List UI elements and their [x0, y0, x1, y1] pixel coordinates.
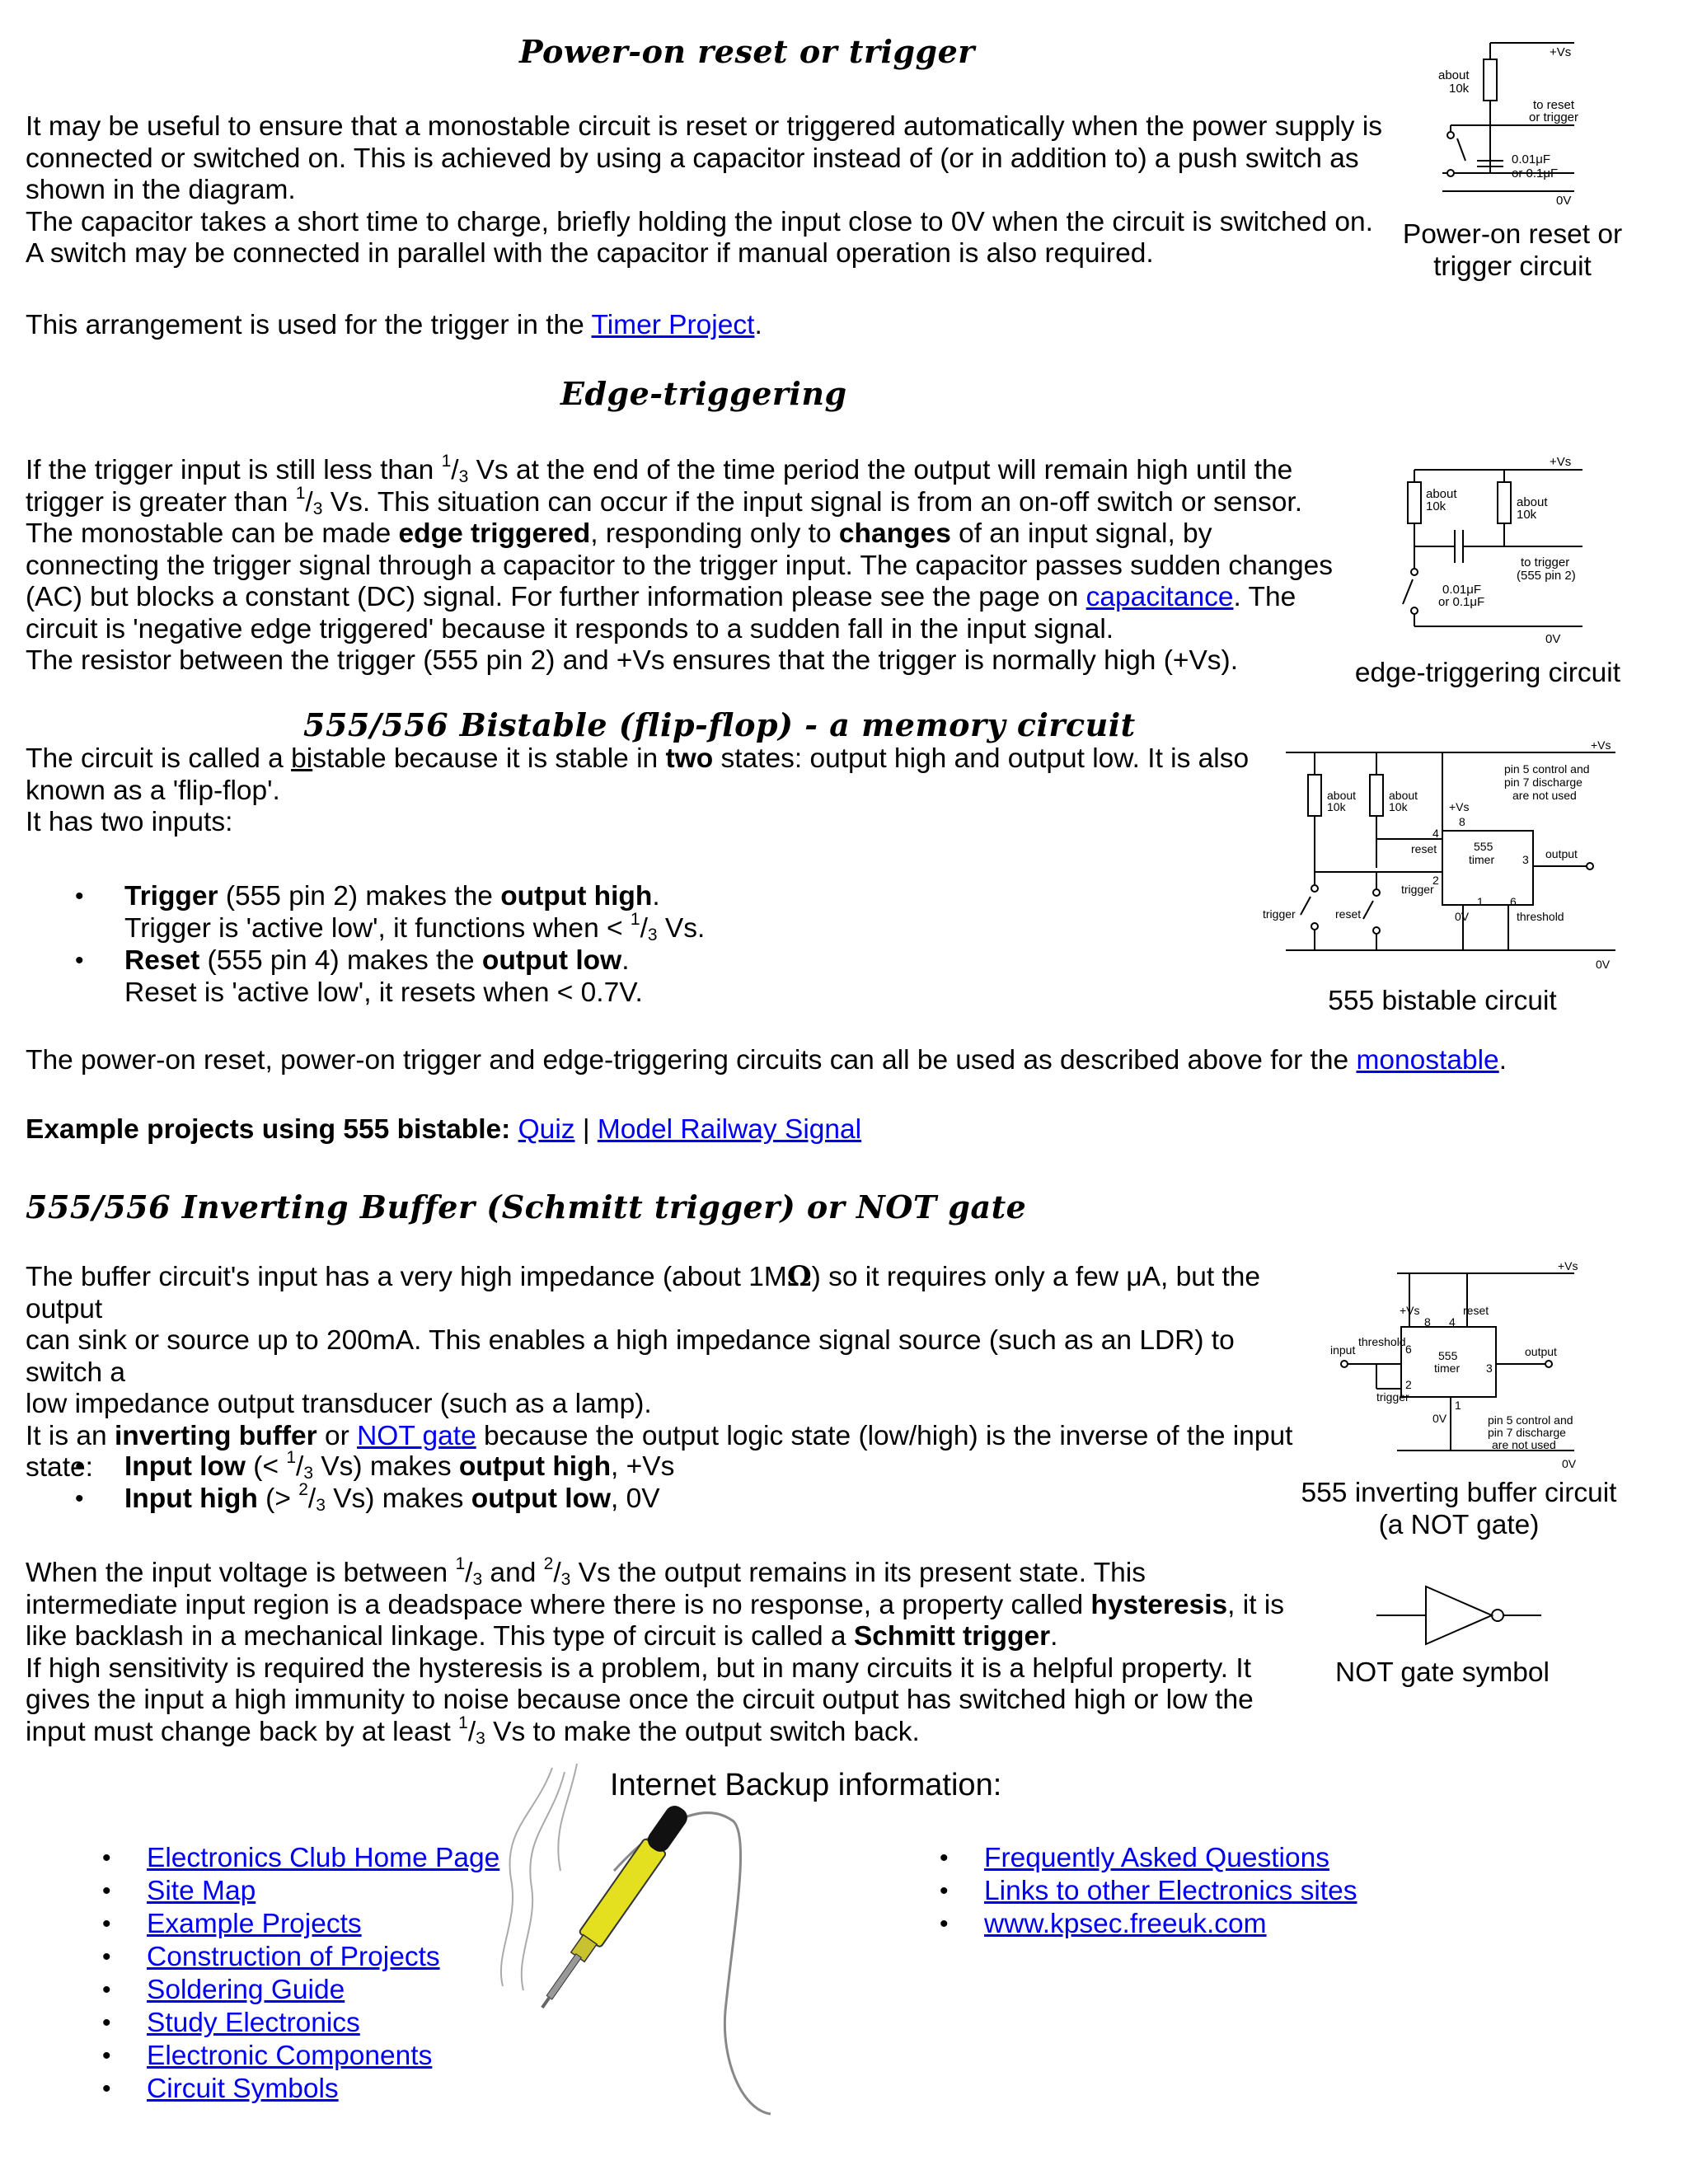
edge-text: . The [1233, 582, 1296, 612]
hysteresis-line: input must change back by at least $^1/_3$ Vs to make the output switch back. [26, 1713, 920, 1748]
arrangement-text: This arrangement is used for the trigger in the [26, 310, 592, 340]
threshold-label: threshold [1358, 1335, 1406, 1348]
not-gate-caption: NOT gate symbol [1334, 1657, 1550, 1688]
edge-line: circuit is 'negative edge triggered' because it responds to a sudden fall in the input signal. [26, 613, 1114, 644]
edge-line [26, 582, 1361, 614]
about-label: about [1426, 487, 1457, 501]
about-label: about [1438, 68, 1470, 82]
list-item [53, 2073, 499, 2106]
list-item [53, 1941, 499, 1974]
timer-project-link[interactable]: Timer Project [591, 310, 755, 340]
note-label: pin 7 discharge [1488, 1426, 1566, 1439]
to-trigger-label: to trigger [1521, 555, 1570, 569]
note-label: pin 5 control and [1504, 762, 1590, 776]
bistable-inputs-list [26, 880, 1221, 1009]
list-item: • Trigger (555 pin 2) makes the output high. Trigger is 'active low', it functions when < $^1/_3$ Vs. [26, 880, 1221, 944]
resistor-value: 10k [1449, 82, 1470, 96]
output-label: output [1525, 1345, 1557, 1358]
footer-title: Internet Backup information: [610, 1768, 1002, 1802]
edge-line: The resistor between the trigger (555 pin 2) and +Vs ensures that the trigger is normally high (+Vs). [26, 645, 1239, 676]
power-on-caption-2: trigger circuit [1433, 251, 1592, 282]
to-reset-label: to reset [1533, 98, 1575, 112]
cap-alt-value: or 0.1μF [1512, 166, 1559, 180]
timer-label: timer [1434, 1361, 1461, 1375]
pin-number: 3 [1486, 1361, 1493, 1375]
changes-bold: changes [838, 518, 951, 549]
arrangement-line [26, 310, 762, 342]
faq-link[interactable]: Frequently Asked Questions [984, 1843, 1329, 1873]
pin-number: 4 [1449, 1315, 1456, 1329]
not-gate-link[interactable]: NOT gate [357, 1420, 476, 1451]
edge-text: Vs at the end of the time period the output will remain high until the [468, 455, 1293, 485]
list-item: • Reset (555 pin 4) makes the output low. Reset is 'active low', it resets when < 0.7V. [26, 944, 1221, 1009]
input-label: input [1330, 1343, 1356, 1357]
pin-number: 2 [1432, 874, 1439, 887]
hysteresis-line: intermediate input region is a deadspace where there is no response, a property called hysteresis, it is [26, 1589, 1285, 1620]
reset-label: reset [1411, 842, 1437, 855]
buffer-caption-2: (a NOT gate) [1378, 1510, 1540, 1540]
footer-right-links [890, 1842, 1357, 1941]
buffer-line: It is an inverting buffer or NOT gate because the output logic state (low/high) is the inverse of the input [26, 1420, 1293, 1451]
buffer-caption-1: 555 inverting buffer circuit [1301, 1478, 1617, 1508]
edge-line [26, 518, 1361, 551]
bistable-diagram [1261, 740, 1624, 987]
kpsec-link[interactable]: www.kpsec.freeuk.com [984, 1909, 1267, 1939]
timer-label: 555 [1474, 840, 1493, 853]
edge-caption: edge-triggering circuit [1354, 658, 1621, 688]
soldering-iron-illustration [486, 1764, 783, 2126]
about-label: about [1327, 789, 1357, 802]
examples-line [26, 1114, 861, 1146]
list-item [890, 1842, 1357, 1875]
edge-line [26, 483, 1361, 519]
edge-text: Vs. This situation can occur if the input signal is from an on-off switch or sensor. [322, 486, 1303, 518]
vs-pin-label: +Vs [1400, 1304, 1420, 1317]
zero-volt-label: 0V [1545, 632, 1561, 646]
footer-left-links [53, 1842, 499, 2106]
zero-volt-label-2: 0V [1596, 958, 1611, 971]
buffer-states-list [26, 1448, 1221, 1515]
or-trigger-label: or trigger [1529, 110, 1579, 124]
power-on-caption [1393, 218, 1632, 283]
trigger-label: trigger [1376, 1390, 1409, 1404]
bistable-line: known as a 'flip-flop'. [26, 775, 280, 806]
resistor-value: 10k [1426, 499, 1447, 513]
summary-line [26, 1045, 1592, 1077]
bi-underline: bi [291, 743, 313, 774]
summary-period: . [1498, 1045, 1507, 1076]
home-page-link[interactable]: Electronics Club Home Page [147, 1843, 500, 1873]
power-on-paragraph [26, 111, 1394, 270]
edge-line [26, 452, 1361, 487]
omega-symbol: Ω [786, 1260, 812, 1292]
zero-volt-label: 0V [1432, 1412, 1447, 1425]
list-item [53, 1875, 499, 1908]
power-on-line: shown in the diagram. [26, 175, 296, 205]
vs-label: +Vs [1558, 1261, 1578, 1272]
edge-text: trigger is greater than [26, 486, 296, 518]
power-on-caption-1: Power-on reset or [1402, 219, 1623, 250]
note-label: pin 7 discharge [1504, 776, 1582, 789]
fraction-one-third: $^1/_3$ [441, 452, 469, 486]
hysteresis-paragraph [26, 1554, 1311, 1748]
site-map-link[interactable]: Site Map [147, 1876, 256, 1906]
pin-number: 6 [1510, 895, 1517, 908]
buffer-line: low impedance output transducer (such as a lamp). [26, 1389, 652, 1419]
soldering-guide-link[interactable]: Soldering Guide [147, 1975, 345, 2005]
electronic-components-link[interactable]: Electronic Components [147, 2041, 433, 2071]
list-item [890, 1908, 1357, 1941]
examples-label: Example projects using 555 bistable: [26, 1114, 511, 1145]
edge-text: (AC) but blocks a constant (DC) signal. For further information please see the page on [26, 582, 1086, 612]
resistor-value-2: 10k [1517, 508, 1537, 522]
vs-label: +Vs [1591, 740, 1611, 752]
bistable-heading: 555/556 Bistable (flip-flop) - a memory circuit [303, 706, 1136, 743]
note-label: pin 5 control and [1488, 1413, 1573, 1427]
other-sites-link[interactable]: Links to other Electronics sites [984, 1876, 1357, 1906]
power-on-line: The capacitor takes a short time to charge, briefly holding the input close to 0V when the circuit is switched on. [26, 206, 1373, 237]
hysteresis-line: If high sensitivity is required the hysteresis is a problem, but in many circuits it is a helpful property. It [26, 1652, 1252, 1684]
timer-label: timer [1469, 853, 1495, 866]
monostable-link[interactable]: monostable [1356, 1045, 1499, 1076]
construction-link[interactable]: Construction of Projects [147, 1942, 440, 1972]
model-railway-signal-link[interactable]: Model Railway Signal [597, 1114, 862, 1145]
buffer-line: can sink or source up to 200mA. This enables a high impedance signal source (such as an LDR) to switch a [26, 1325, 1235, 1388]
reset-switch-label: reset [1335, 907, 1362, 921]
vs-pin-label: +Vs [1449, 800, 1470, 813]
edge-text: If the trigger input is still less than [26, 455, 442, 485]
buffer-diagram [1327, 1261, 1591, 1475]
capacitance-link[interactable]: capacitance [1085, 582, 1234, 612]
edge-text: , responding only to [590, 518, 839, 549]
list-item: • Input low (< $^1/_3$ Vs) makes output high, +Vs [26, 1451, 1221, 1483]
edge-triggered-bold: edge triggered [398, 518, 591, 549]
about-label-2: about [1389, 789, 1418, 802]
power-on-line: connected or switched on. This is achieved by using a capacitor instead of (or in addition to) a push switch as [26, 143, 1359, 174]
zero-volt-label: 0V [1455, 910, 1470, 923]
about-label-2: about [1517, 495, 1548, 509]
edge-paragraph [26, 452, 1361, 677]
list-item [53, 1974, 499, 2007]
pin-number: 1 [1455, 1399, 1461, 1412]
bistable-paragraph [26, 743, 1262, 839]
note-label: are not used [1512, 789, 1577, 802]
bistable-text: stable because it is stable in [312, 743, 666, 774]
edge-diagram [1385, 457, 1607, 655]
edge-heading: Edge-triggering [560, 375, 847, 412]
power-on-heading: Power-on reset or trigger [519, 33, 975, 70]
buffer-line: The buffer circuit's input has a very high impedance (about 1MΩ) so it requires only a few μA, but the output [26, 1260, 1261, 1324]
list-item: • Input high (> $^2/_3$ Vs) makes output low, 0V [26, 1483, 1221, 1515]
pin-number: 2 [1405, 1378, 1412, 1391]
cap-value: 0.01μF [1442, 583, 1481, 597]
bistable-line: It has two inputs: [26, 807, 233, 837]
threshold-label: threshold [1517, 910, 1564, 923]
resistor-value: 10k [1327, 800, 1346, 813]
edge-text: The monostable can be made [26, 518, 399, 549]
list-item [53, 1908, 499, 1941]
separator: | [574, 1114, 598, 1145]
summary-text: The power-on reset, power-on trigger and edge-triggering circuits can all be used as described above for the [26, 1045, 1357, 1076]
study-electronics-link[interactable]: Study Electronics [147, 2008, 360, 2038]
hysteresis-line: When the input voltage is between $^1/_3$ and $^2/_3$ Vs the output remains in its present state. This [26, 1554, 1146, 1589]
pin2-label: (555 pin 2) [1517, 569, 1576, 583]
hysteresis-line: like backlash in a mechanical linkage. This type of circuit is called a Schmitt trigger. [26, 1621, 1058, 1652]
power-on-line: It may be useful to ensure that a monostable circuit is reset or triggered automatically when the power supply is [26, 111, 1383, 142]
timer-label: 555 [1438, 1349, 1458, 1362]
power-on-diagram [1426, 33, 1607, 214]
power-on-line: A switch may be connected in parallel with the capacitor if manual operation is also required. [26, 238, 1154, 269]
vs-label: +Vs [1550, 457, 1572, 469]
buffer-line: state: [26, 1452, 93, 1483]
arrangement-period: . [754, 310, 762, 340]
list-item [53, 2007, 499, 2040]
pin-number: 1 [1477, 895, 1484, 908]
cap-alt-value: or 0.1μF [1438, 595, 1485, 609]
two-bold: two [665, 743, 714, 774]
edge-text: of an input signal, by [950, 518, 1212, 549]
list-item [890, 1875, 1357, 1908]
resistor-value-2: 10k [1389, 800, 1408, 813]
list-item [53, 2040, 499, 2073]
zero-volt-label-2: 0V [1562, 1457, 1577, 1470]
trigger-switch-label: trigger [1263, 907, 1296, 921]
fraction-one-third: $^1/_3$ [630, 910, 658, 944]
bistable-line [26, 743, 1262, 776]
bistable-text: The circuit is called a [26, 743, 292, 774]
pin-number: 6 [1405, 1343, 1412, 1356]
note-label: are not used [1492, 1438, 1556, 1451]
reset-label: reset [1463, 1304, 1489, 1317]
fraction-one-third: $^1/_3$ [295, 483, 323, 518]
pin-number: 4 [1432, 827, 1439, 840]
not-gate-symbol [1368, 1578, 1574, 1652]
pin-number: 3 [1522, 853, 1529, 866]
bistable-text: states: output high and output low. It is also [713, 743, 1250, 774]
pin-number: 8 [1424, 1315, 1431, 1329]
buffer-heading: 555/556 Inverting Buffer (Schmitt trigger) or NOT gate [26, 1188, 1027, 1226]
cap-value: 0.01μF [1512, 152, 1550, 166]
vs-label: +Vs [1550, 45, 1572, 59]
quiz-link[interactable]: Quiz [518, 1114, 575, 1145]
bistable-caption: 555 bistable circuit [1328, 986, 1557, 1016]
zero-volt-label: 0V [1556, 194, 1572, 208]
output-label: output [1545, 847, 1578, 860]
circuit-symbols-link[interactable]: Circuit Symbols [147, 2074, 339, 2104]
example-projects-link[interactable]: Example Projects [147, 1909, 362, 1939]
list-item [53, 1842, 499, 1875]
hysteresis-line: gives the input a high immunity to noise because once the circuit output has switched high or low the [26, 1685, 1254, 1715]
pin-number: 8 [1459, 815, 1465, 828]
edge-line: connecting the trigger signal through a capacitor to the trigger input. The capacitor passes sudden changes [26, 550, 1334, 581]
trigger-label: trigger [1401, 883, 1434, 896]
buffer-caption [1294, 1477, 1624, 1541]
